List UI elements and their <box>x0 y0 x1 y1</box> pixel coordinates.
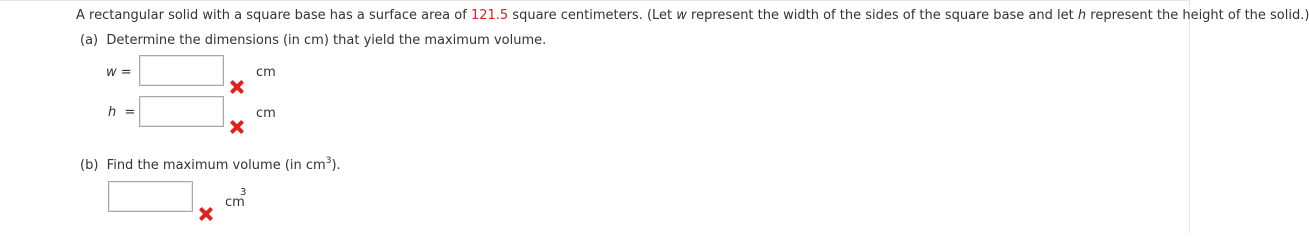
incorrect-x-icon <box>230 120 244 134</box>
volume-answer-input[interactable] <box>108 181 193 212</box>
part-a-question: Determine the dimensions (in cm) that yield the maximum volume. <box>106 33 547 48</box>
equals-sign: = <box>120 65 132 80</box>
statement-text: represent the width of the sides of the square base and let <box>686 8 1078 23</box>
part-a-prompt <box>80 33 546 48</box>
part-b-question-end: ). <box>331 158 341 173</box>
volume-unit-exponent: 3 <box>240 187 247 198</box>
w-unit: cm <box>256 65 276 80</box>
variable-h: h <box>1077 8 1087 23</box>
part-a-label: (a) <box>80 33 99 48</box>
h-label <box>108 105 135 120</box>
variable-w: w <box>676 8 687 23</box>
statement-text: represent the height of the solid.) <box>1086 8 1309 23</box>
cubed-exponent: 3 <box>325 155 332 166</box>
part-b-prompt <box>80 155 341 173</box>
w-variable: w <box>106 65 117 80</box>
statement-text: square centimeters. (Let <box>508 8 677 23</box>
incorrect-x-icon <box>230 80 244 94</box>
part-b-question: Find the maximum volume (in cm <box>106 158 326 173</box>
h-unit: cm <box>256 106 276 121</box>
w-answer-input[interactable] <box>139 55 224 86</box>
incorrect-x-icon <box>199 207 213 221</box>
volume-unit-base: cm <box>225 195 245 210</box>
part-b-label: (b) <box>80 158 99 173</box>
h-answer-input[interactable] <box>139 96 224 127</box>
equals-sign: = <box>124 105 136 120</box>
problem-statement <box>76 8 1309 23</box>
h-variable: h <box>108 105 117 120</box>
statement-text: A rectangular solid with a square base has a surface area of <box>76 8 471 23</box>
w-label <box>106 65 132 80</box>
surface-area-value: 121.5 <box>470 8 509 23</box>
